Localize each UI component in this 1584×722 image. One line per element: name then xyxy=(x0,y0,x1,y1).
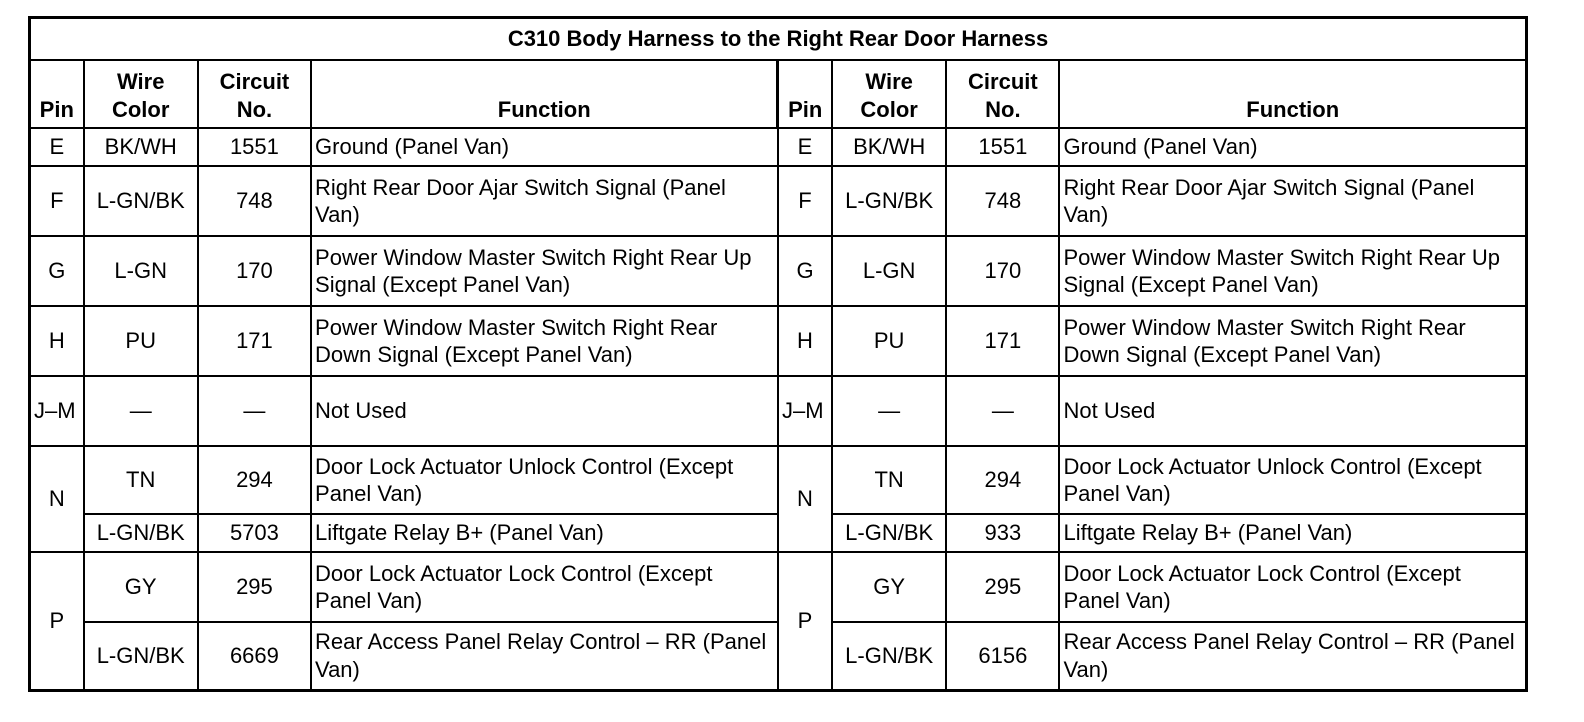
pin-cell: F xyxy=(778,166,832,236)
header-wire-color-right: Wire Color xyxy=(832,60,946,128)
function-cell: Rear Access Panel Relay Control – RR (Panel Van) xyxy=(311,622,778,690)
circuit-cell: 6156 xyxy=(946,622,1059,690)
circuit-cell: 748 xyxy=(198,166,311,236)
function-cell: Right Rear Door Ajar Switch Signal (Panel Van) xyxy=(311,166,778,236)
wire-color-cell: GY xyxy=(832,552,946,622)
circuit-cell: 6669 xyxy=(198,622,311,690)
function-cell: Power Window Master Switch Right Rear Down Signal (Except Panel Van) xyxy=(1059,306,1526,376)
circuit-cell: 1551 xyxy=(198,128,311,166)
pin-cell: G xyxy=(30,236,84,306)
pin-cell: E xyxy=(30,128,84,166)
function-cell: Door Lock Actuator Lock Control (Except Panel Van) xyxy=(1059,552,1526,622)
pin-cell: F xyxy=(30,166,84,236)
header-pin-left: Pin xyxy=(30,60,84,128)
circuit-cell: 933 xyxy=(946,514,1059,552)
pin-cell: H xyxy=(778,306,832,376)
circuit-cell: — xyxy=(946,376,1059,446)
function-cell: Power Window Master Switch Right Rear Up Signal (Except Panel Van) xyxy=(1059,236,1526,306)
circuit-cell: 1551 xyxy=(946,128,1059,166)
wire-color-cell: TN xyxy=(832,446,946,514)
circuit-cell: 170 xyxy=(946,236,1059,306)
pin-cell: N xyxy=(778,446,832,552)
wire-color-cell: L-GN xyxy=(832,236,946,306)
pin-cell: P xyxy=(30,552,84,690)
wire-color-cell: BK/WH xyxy=(832,128,946,166)
function-cell: Power Window Master Switch Right Rear Down Signal (Except Panel Van) xyxy=(311,306,778,376)
circuit-cell: 295 xyxy=(946,552,1059,622)
function-cell: Not Used xyxy=(1059,376,1526,446)
connector-pinout-table xyxy=(28,16,1528,692)
wire-color-cell: — xyxy=(832,376,946,446)
wire-color-cell: BK/WH xyxy=(84,128,198,166)
header-function-left: Function xyxy=(311,60,778,128)
connector-table-container xyxy=(28,16,1528,692)
circuit-cell: 170 xyxy=(198,236,311,306)
function-cell: Door Lock Actuator Unlock Control (Except Panel Van) xyxy=(311,446,778,514)
header-pin-right: Pin xyxy=(778,60,832,128)
header-circuit-no-right: Circuit No. xyxy=(946,60,1059,128)
wire-color-cell: TN xyxy=(84,446,198,514)
function-cell: Ground (Panel Van) xyxy=(311,128,778,166)
function-cell: Right Rear Door Ajar Switch Signal (Panel Van) xyxy=(1059,166,1526,236)
wire-color-cell: L-GN/BK xyxy=(84,622,198,690)
table-row-pin-n xyxy=(30,446,1527,514)
header-circuit-no-left: Circuit No. xyxy=(198,60,311,128)
pin-cell: N xyxy=(30,446,84,552)
pin-cell: P xyxy=(778,552,832,690)
header-wire-color-left: Wire Color xyxy=(84,60,198,128)
circuit-cell: 294 xyxy=(198,446,311,514)
table-row-pin-e xyxy=(30,128,1527,166)
function-cell: Not Used xyxy=(311,376,778,446)
pin-cell: J–M xyxy=(30,376,84,446)
table-row-pin-p xyxy=(30,552,1527,622)
wire-color-cell: PU xyxy=(84,306,198,376)
circuit-cell: 294 xyxy=(946,446,1059,514)
table-title: C310 Body Harness to the Right Rear Door Harness xyxy=(30,18,1527,61)
circuit-cell: 171 xyxy=(198,306,311,376)
wire-color-cell: L-GN/BK xyxy=(84,514,198,552)
function-cell: Liftgate Relay B+ (Panel Van) xyxy=(311,514,778,552)
wire-color-cell: GY xyxy=(84,552,198,622)
function-cell: Door Lock Actuator Unlock Control (Except Panel Van) xyxy=(1059,446,1526,514)
header-function-right: Function xyxy=(1059,60,1526,128)
header-row xyxy=(30,60,1527,128)
table-row-pin-g xyxy=(30,236,1527,306)
table-row-pin-j-m xyxy=(30,376,1527,446)
pin-cell: G xyxy=(778,236,832,306)
pin-cell: J–M xyxy=(778,376,832,446)
wire-color-cell: L-GN/BK xyxy=(84,166,198,236)
wire-color-cell: L-GN/BK xyxy=(832,514,946,552)
wire-color-cell: PU xyxy=(832,306,946,376)
function-cell: Liftgate Relay B+ (Panel Van) xyxy=(1059,514,1526,552)
function-cell: Rear Access Panel Relay Control – RR (Panel Van) xyxy=(1059,622,1526,690)
wire-color-cell: L-GN xyxy=(84,236,198,306)
function-cell: Ground (Panel Van) xyxy=(1059,128,1526,166)
circuit-cell: 5703 xyxy=(198,514,311,552)
circuit-cell: 295 xyxy=(198,552,311,622)
wire-color-cell: L-GN/BK xyxy=(832,166,946,236)
circuit-cell: — xyxy=(198,376,311,446)
circuit-cell: 748 xyxy=(946,166,1059,236)
table-row-pin-h xyxy=(30,306,1527,376)
wire-color-cell: L-GN/BK xyxy=(832,622,946,690)
pin-cell: E xyxy=(778,128,832,166)
circuit-cell: 171 xyxy=(946,306,1059,376)
pin-cell: H xyxy=(30,306,84,376)
wire-color-cell: — xyxy=(84,376,198,446)
function-cell: Power Window Master Switch Right Rear Up Signal (Except Panel Van) xyxy=(311,236,778,306)
table-row-pin-f xyxy=(30,166,1527,236)
function-cell: Door Lock Actuator Lock Control (Except Panel Van) xyxy=(311,552,778,622)
